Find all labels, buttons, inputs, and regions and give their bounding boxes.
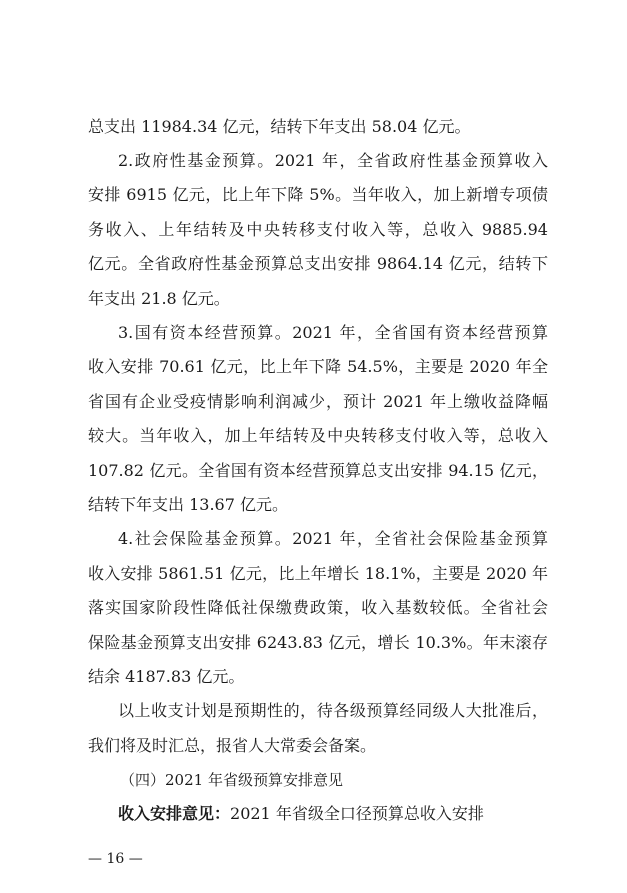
text-line: 亿元。全省政府性基金预算总支出安排 9864.14 亿元，结转下 [88, 254, 548, 273]
text-line: 收入安排 70.61 亿元，比上年下降 54.5%，主要是 2020 年全 [88, 357, 548, 376]
page-number: — 16 — [88, 851, 143, 867]
paragraph-text: 2021 年省级全口径预算总收入安排 [230, 804, 484, 823]
text-line: 3.国有资本经营预算。2021 年，全省国有资本经营预算 [118, 323, 548, 342]
text-line: 以上收支计划是预期性的，待各级预算经同级人大批准后， [118, 701, 548, 720]
text-line: 结转下年支出 13.67 亿元。 [88, 495, 288, 514]
text-line: 收入安排 5861.51 亿元，比上年增长 18.1%，主要是 2020 年 [88, 564, 548, 583]
section-heading: （四）2021 年省级预算安排意见 [120, 771, 343, 789]
paragraph-label: 收入安排意见： [118, 804, 231, 823]
text-line: 年支出 21.8 亿元。 [88, 289, 230, 308]
text-line: 总支出 11984.34 亿元，结转下年支出 58.04 亿元。 [88, 117, 471, 136]
text-line: 2.政府性基金预算。2021 年，全省政府性基金预算收入 [118, 151, 548, 170]
text-line: 结余 4187.83 亿元。 [88, 667, 245, 686]
text-line [118, 803, 548, 825]
text-line: 107.82 亿元。全省国有资本经营预算总支出安排 94.15 亿元， [88, 461, 548, 480]
text-line: 务收入、上年结转及中央转移支付收入等，总收入 9885.94 [88, 220, 548, 239]
text-line: 4.社会保险基金预算。2021 年，全省社会保险基金预算 [118, 529, 548, 548]
text-line: 省国有企业受疫情影响利润减少，预计 2021 年上缴收益降幅 [88, 392, 548, 411]
text-line: 较大。当年收入，加上年结转及中央转移支付收入等，总收入 [88, 426, 548, 445]
text-line: 我们将及时汇总，报省人大常委会备案。 [88, 736, 377, 755]
text-line: 落实国家阶段性降低社保缴费政策，收入基数较低。全省社会 [88, 598, 548, 617]
text-line: 安排 6915 亿元，比上年下降 5%。当年收入，加上新增专项债 [88, 185, 548, 204]
text-line: 保险基金预算支出安排 6243.83 亿元，增长 10.3%。年末滚存 [88, 633, 548, 652]
